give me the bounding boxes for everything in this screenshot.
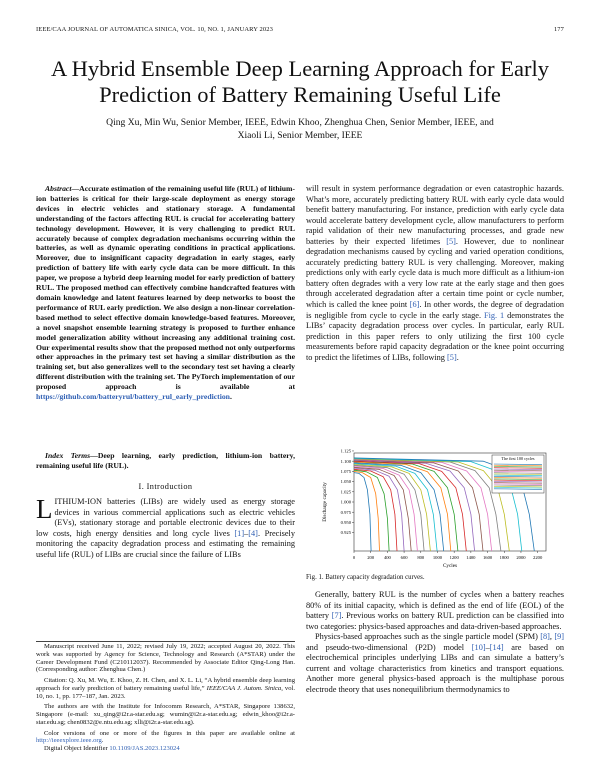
ref-link[interactable]: [8]	[540, 632, 550, 642]
x-tick-label: 0	[352, 555, 356, 560]
y-tick-label: 1.075	[340, 468, 351, 474]
x-axis-label: Cycles	[442, 563, 458, 569]
right-column-text-2	[306, 590, 564, 695]
x-tick-label: 1000	[432, 555, 443, 560]
intro-dash: –	[244, 528, 249, 538]
series-line-cell-2	[354, 471, 380, 551]
x-tick-label: 1800	[499, 555, 509, 560]
x-tick-label: 400	[383, 555, 391, 560]
author-list	[40, 116, 560, 142]
footnote-color	[36, 730, 295, 746]
ref-link[interactable]: [5]	[447, 352, 457, 362]
x-tick-label: 1600	[482, 555, 493, 560]
ref-link[interactable]: [4]	[248, 528, 258, 538]
y-tick-label: 0.950	[340, 520, 351, 526]
code-link[interactable]: https://github.com/batteryrul/battery_rul_early_prediction	[36, 392, 230, 402]
author-line-1: Qing Xu, Min Wu, Senior Member, IEEE, Edwin Khoo, Zhenghua Chen, Senior Member, IEEE, and	[106, 117, 494, 128]
y-axis-label: Discharge capacity	[322, 482, 328, 522]
footnote-doi	[36, 745, 295, 753]
y-tick-label: 0.925	[340, 530, 351, 536]
intro-text-1: (LIBs) are widely used as energy storage devices in various commercial applications such as electric vehicles (EVs), stationary storage and portable electronic devices due to their low costs, high energy densities and long cycle lives	[36, 497, 295, 538]
section-heading: I. Introduction	[138, 482, 193, 491]
author-line-2: Xiaoli Li, Senior Member, IEEE	[237, 130, 363, 141]
abstract-label: Abstract	[45, 184, 72, 193]
body-text: . Previous works on battery RUL prediction can be classified into two categories: physics-based approaches and data-driven-based approaches.	[306, 611, 564, 631]
ref-link[interactable]: [7]	[331, 611, 342, 621]
intro-paragraph	[36, 494, 295, 560]
x-tick-label: 600	[400, 555, 408, 560]
citation-text: Citation: Q. Xu, M. Wu, E. Khoo, Z. H. Chen, and X. L. Li, “A hybrid ensemble deep learning approach for early prediction of battery remaining useful life,”	[36, 677, 295, 692]
y-tick-label: 0.975	[340, 509, 351, 515]
abstract-end: .	[229, 392, 232, 402]
citation-volume: , vol. 10, no. 1, pp. 177–187, Jan. 2023.	[36, 684, 296, 700]
footnote-citation	[36, 677, 295, 700]
figure-link[interactable]: Fig. 1	[483, 310, 505, 320]
figure-caption: Fig. 1. Battery capacity degradation curves.	[306, 574, 425, 581]
body-text: . In other words, the degree of degradation is negligible from cycle to cycle in the early stage.	[306, 300, 564, 320]
body-text: and pseudo-two-dimensional (P2D) model	[306, 642, 472, 652]
ref-link[interactable]: [9]	[554, 632, 564, 642]
abstract-text: —Accurate estimation of the remaining useful life (RUL) of lithium-ion batteries is critical for their large-scale deployment as energy storage devices in electric vehicles and stationary storage. A fundamental understanding of the factors affecting RUL is crucial for accelerating battery technology development. However, it is very challenging to predict RUL accurately because of complex degradation mechanisms occurring within the batteries, as well as dynamic operating conditions in practical applications. Moreover, due to insignificant capacity degradation in early stages, early prediction of battery life with early cycle data can be more difficult. In this paper, we propose a hybrid deep learning model for early prediction of battery RUL. The proposed method can effectively combine handcrafted features with domain knowledge and latent features learned by deep networks to boost the performance of RUL early prediction. We also design a non-linear correlation-based method to select effective domain knowledge-based features. Moreover, a novel snapshot ensemble learning strategy is proposed to further enhance model generalization ability without increasing any additional training cost. Our experimental results show that the proposed method not only outperforms other approaches in the primary test set having a similar distribution as the training set, but also generalizes well to the secondary test set having a clearly different distribution with the training set. The PyTorch implementation of our proposed approach is available at	[36, 184, 295, 392]
color-note: Color versions of one or more of the figures in this paper are available online at	[44, 729, 295, 737]
body-text: Generally, battery RUL is the number of cycles when a battery reaches 80% of its initial capacity, which is defined as the end of life (EOL) of the battery	[306, 590, 564, 621]
body-text: .	[456, 352, 459, 362]
index-terms-text: —Deep learning, early prediction, lithium-ion battery, remaining useful life (RUL).	[36, 451, 295, 470]
drop-cap: L	[36, 494, 53, 524]
series-line-cell-1	[354, 473, 371, 551]
color-note-end: .	[101, 737, 104, 745]
x-tick-label: 2200	[533, 555, 543, 560]
page-number: 177	[553, 26, 564, 33]
index-terms	[36, 451, 295, 471]
x-tick-label: 1400	[466, 555, 476, 560]
series-line-cell-3	[354, 470, 389, 551]
series-line-cell-12	[354, 462, 451, 551]
ref-link[interactable]: [1]	[234, 528, 245, 538]
x-tick-label: 2000	[516, 555, 526, 560]
x-tick-label: 1200	[449, 555, 459, 560]
ref-link[interactable]: [6]	[409, 300, 420, 310]
doi-link[interactable]: 10.1109/JAS.2023.123024	[109, 745, 180, 752]
y-tick-label: 1.000	[340, 499, 351, 505]
journal-name: IEEE/CAA JOURNAL OF AUTOMATICA SINICA, VOL. 10, NO. 1, JANUARY 2023	[36, 26, 273, 33]
x-tick-label: 800	[417, 555, 425, 560]
right-column-text	[306, 184, 564, 363]
x-tick-label: 200	[367, 555, 375, 560]
ref-link[interactable]: [5]	[446, 236, 456, 246]
figure-1	[306, 447, 564, 573]
series-line-cell-19	[354, 459, 509, 551]
intro-text-2: . Precisely monitoring the capacity degradation process and estimating the remaining useful life (RUL) of LIBs are crucial since the failure of LIBs	[36, 528, 295, 559]
y-tick-label: 1.025	[340, 489, 351, 495]
ref-link[interactable]: [10]	[471, 642, 486, 652]
footnote-affiliation: The authors are with the Institute for Infocomm Research, A*STAR, Singapore 138632, Singapore (e-mail: xu_qing@i2r.a-star.edu.sg; wumin@i2r.a-star.edu.sg; edwin_khoo@i2r.a-star.edu.sg; chen0832@e.ntu.edu.sg; xlli@i2r.a-star.edu.sg).	[36, 703, 295, 726]
y-tick-label: 1.050	[340, 479, 351, 485]
body-text: are based on electrochemical principles underlying LIBs and can simulate a battery’s current and voltage characteristics from kinetics and transport equations. Another more general physics-based approach is the multiphase porous electrode theory that uses nonequilibrium thermodynamics to	[306, 642, 564, 694]
footnotes	[36, 643, 295, 753]
citation-journal: IEEE/CAA J. Autom. Sinica	[206, 684, 282, 692]
capacity-chart	[306, 447, 564, 573]
series-line-cell-18	[354, 459, 501, 551]
running-header	[36, 26, 564, 36]
doi-label: Digital Object Identifier	[44, 745, 110, 752]
body-text: –	[485, 642, 490, 652]
ref-link[interactable]: [14]	[489, 642, 504, 652]
body-text: ,	[549, 632, 555, 642]
abstract	[36, 184, 295, 402]
footnote-manuscript: Manuscript received June 11, 2022; revised July 19, 2022; accepted August 20, 2022. This work was supported by Agency for Science, Technology and Research (A*STAR) under the Career Development Fund (C210112037). Recommended by Associate Editor Qing-Long Han. (Corresponding author: Zhenghua Chen.)	[36, 643, 295, 674]
body-text: Physics-based approaches such as the single particle model (SPM)	[315, 632, 541, 642]
index-terms-label: Index Terms	[45, 451, 91, 460]
intro-lead: ITHIUM-ION batteries	[54, 497, 136, 506]
body-text: . However, due to nonlinear degradation mechanisms caused by cycling and varied operation conditions, accurately predicting battery RUL is very challenging. Moreover, making predictions only with early cycle data is much more difficult as a lithium-ion battery often degrades with a very low rate at the early stage and then goes through accelerated degradation after a certain time point or cycle number, which is called the knee point	[306, 236, 564, 310]
body-text: demonstrates the LIBs’ capacity degradation process over cycles. In particular, early RUL prediction in this paper refers to only utilizing the first 100 cycle measurements before rapid capacity degradation or the knee point occurring to predict the lifetimes of LIBs, following	[306, 310, 564, 362]
series-line-cell-4	[354, 469, 397, 551]
y-tick-label: 1.125	[340, 448, 351, 454]
paper-title: A Hybrid Ensemble Deep Learning Approach for Early Prediction of Battery Remaining Useful Life	[51, 56, 549, 107]
body-text: will result in system performance degradation or even catastrophic hazards. What’s more, accurately predicting battery RUL with early cycle data would benefit battery manufacturing. For instance, prediction with early cycle data would accelerate battery development cycle, allow manufacturers to perform rapid validation of their new manufacturing processes, and grade new batteries by their expected lifetimes	[306, 184, 564, 246]
y-tick-label: 1.100	[340, 458, 351, 464]
inset-title: The first 100 cycles	[501, 456, 535, 461]
footnote-rule	[36, 641, 295, 642]
ieeexplore-link[interactable]: http://ieeexplore.ieee.org	[36, 737, 102, 745]
